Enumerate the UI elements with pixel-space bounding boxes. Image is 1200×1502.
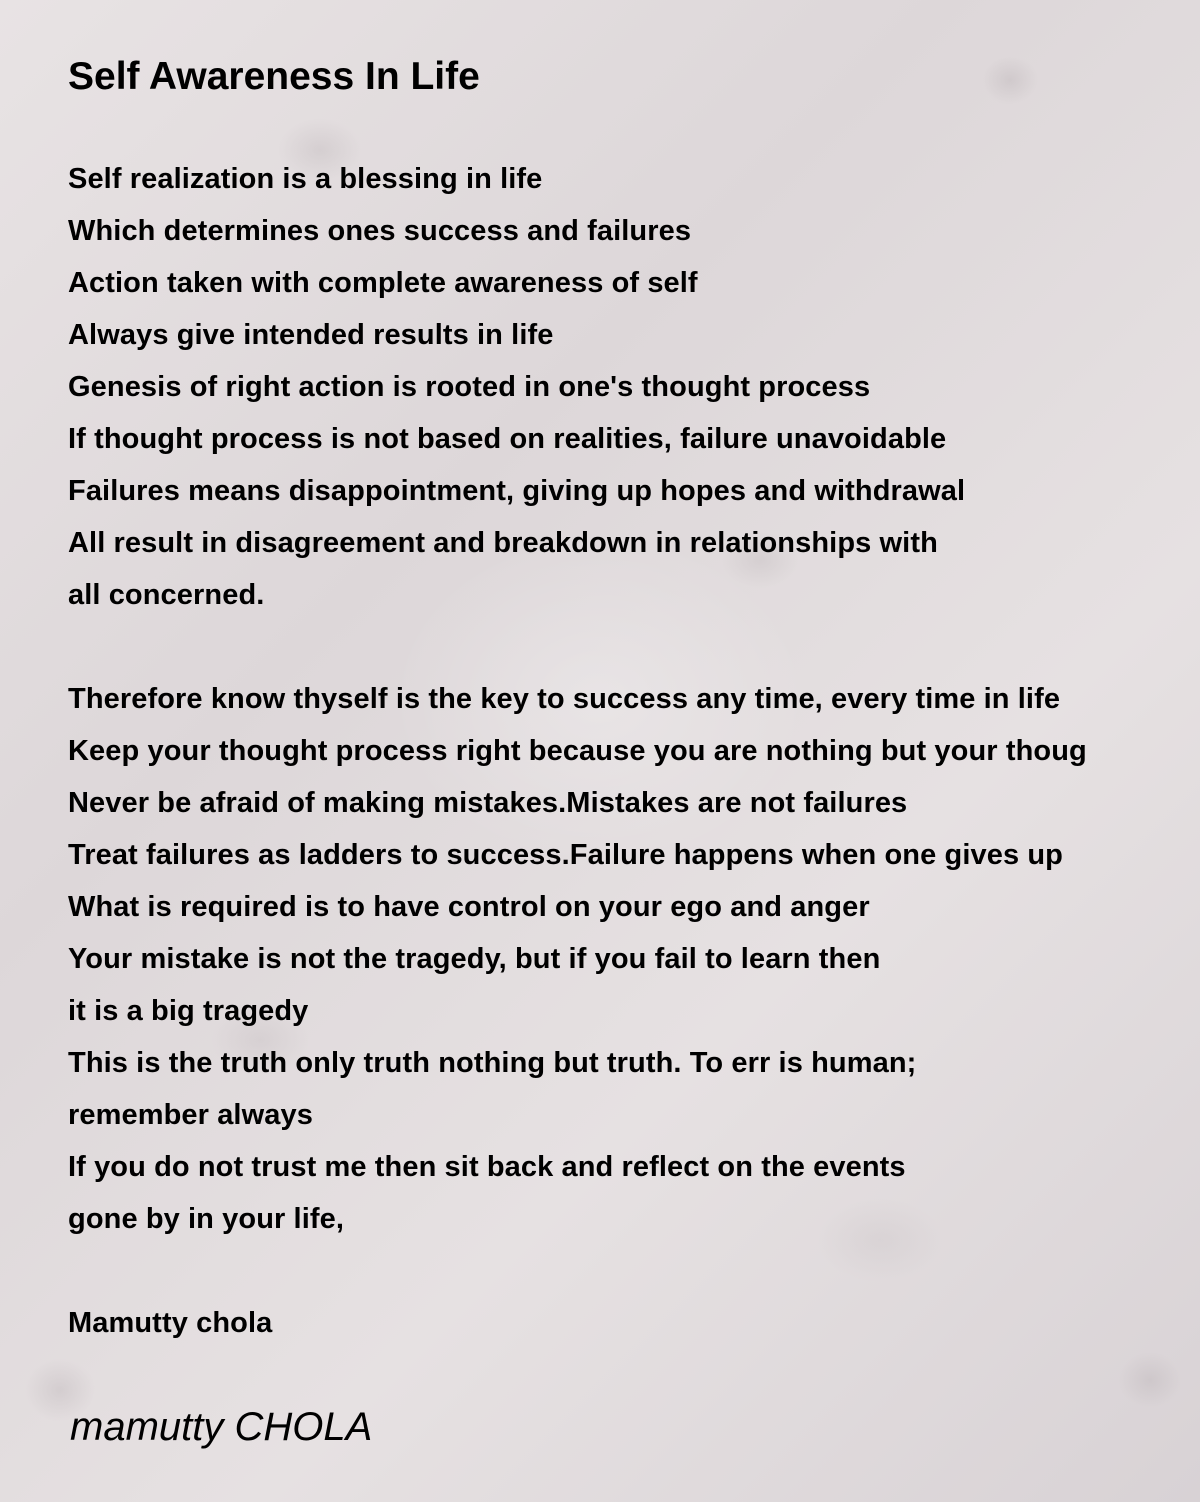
poem-line: it is a big tragedy [68, 995, 309, 1027]
poem-line: all concerned. [68, 579, 265, 611]
poem-line: If you do not trust me then sit back and reflect on the events [68, 1151, 906, 1183]
author-line: Mamutty chola [68, 1307, 273, 1339]
poem-line: Therefore know thyself is the key to success any time, every time in life [68, 683, 1061, 715]
poem-line: Your mistake is not the tragedy, but if you fail to learn then [68, 943, 881, 975]
poem-line: Keep your thought process right because you are nothing but your thoug [68, 735, 1087, 767]
poem-line: Action taken with complete awareness of self [68, 267, 698, 299]
poem-line: What is required is to have control on your ego and anger [68, 891, 870, 923]
poem-line: If thought process is not based on realities, failure unavoidable [68, 423, 947, 455]
stanza-1 [68, 153, 1200, 621]
poem-line: Never be afraid of making mistakes.Mistakes are not failures [68, 787, 908, 819]
poem-line: gone by in your life, [68, 1203, 345, 1235]
stanza-break [68, 1245, 1200, 1297]
poem-line: remember always [68, 1099, 313, 1131]
poem-line: This is the truth only truth nothing but truth. To err is human; [68, 1047, 917, 1079]
poem-line: Genesis of right action is rooted in one's thought process [68, 371, 871, 403]
poem-line: Failures means disappointment, giving up hopes and withdrawal [68, 475, 966, 507]
poem-line: Self realization is a blessing in life [68, 163, 543, 195]
poem-line: All result in disagreement and breakdown in relationships with [68, 527, 938, 559]
stanza-break [68, 621, 1200, 673]
poem-body [68, 153, 1200, 1349]
poem-line: Which determines ones success and failures [68, 215, 692, 247]
stanza-2 [68, 673, 1200, 1245]
poem-title: Self Awareness In Life [68, 55, 480, 98]
poem-line: Treat failures as ladders to success.Failure happens when one gives up [68, 839, 1063, 871]
poem-line: Always give intended results in life [68, 319, 554, 351]
author-signature: mamutty CHOLA [70, 1405, 373, 1449]
